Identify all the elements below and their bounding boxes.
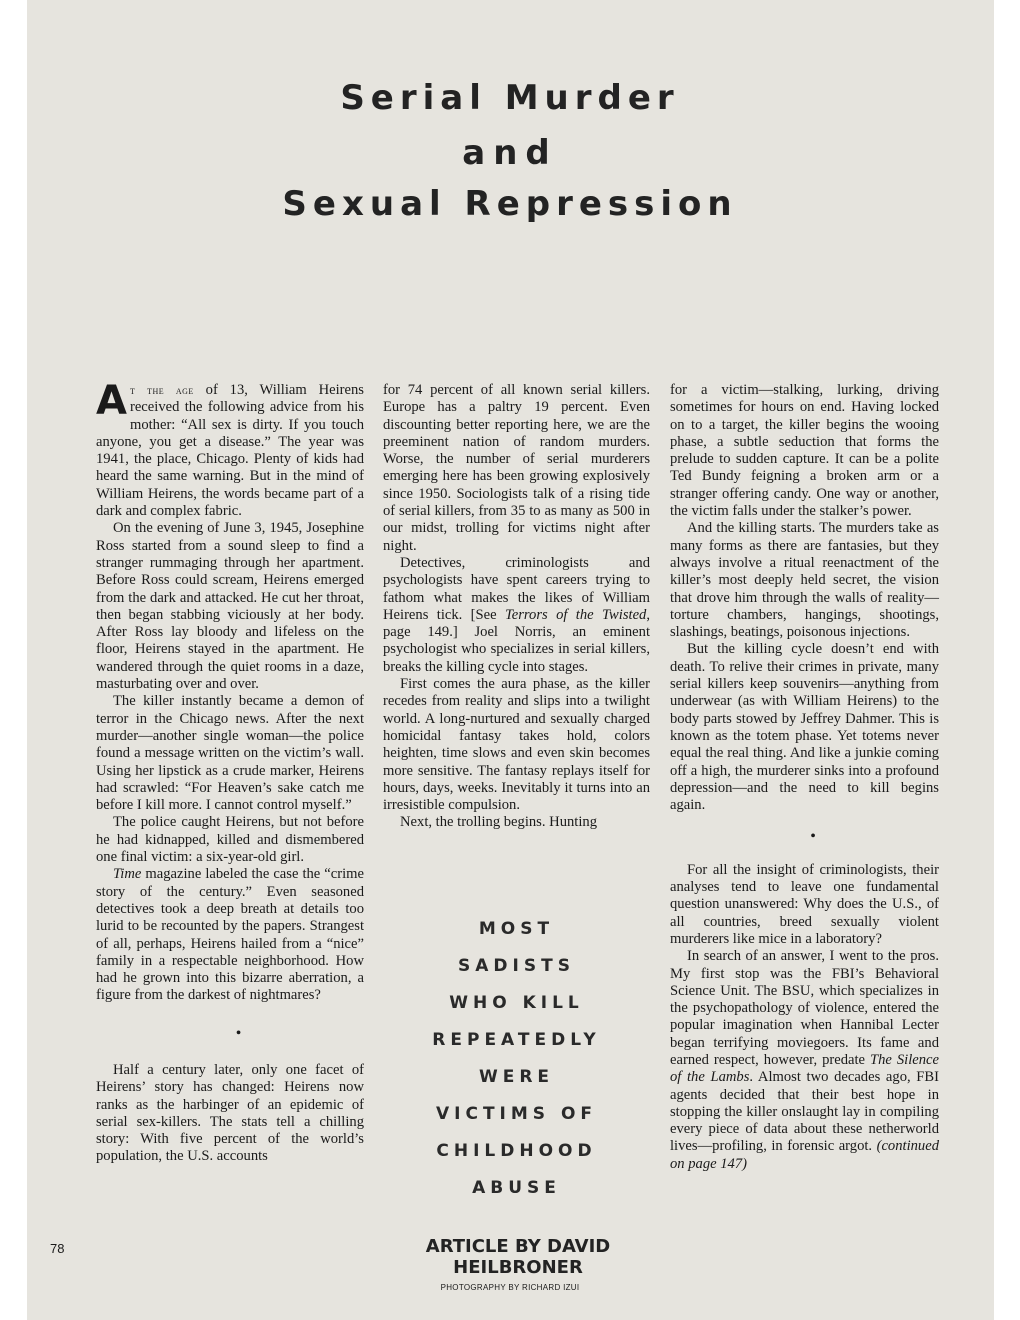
column2-paragraph-2 — [383, 555, 650, 676]
photo-credit: PHOTOGRAPHY BY RICHARD IZUI — [440, 1283, 580, 1292]
article-column-3 — [670, 382, 939, 1173]
column3-paragraph-2: And the killing starts. The murders take as many forms as there are fantasies, but they always involve a ritual reenactment of the killer’s most deeply held secret, the vision that drove him through the walls of reality—torture chambers, hangings, shootings, slashings, beatings, poisonous injections. — [670, 520, 939, 641]
column3-paragraph-3: But the killing cycle doesn’t end with death. To relive their crimes in private, many serial killers keep souvenirs—anything from underwear (as with William Heirens) to the body parts stowed by Jeffrey Dahmer. This is known as the totem phase. Yet totems never equal the real thing. And like a junkie coming off a high, the murderer sinks into a profound depression—and the need to kill begins again. — [670, 641, 939, 814]
pull-quote-line: VICTIMS OF — [435, 1104, 598, 1124]
pull-quote-line: MOST — [478, 919, 555, 939]
cross-reference-title: Terrors of the Twisted — [504, 606, 647, 623]
author-byline: ARTICLE BY DAVID HEILBRONER — [425, 1236, 611, 1278]
pull-quote-line: ABUSE — [472, 1178, 561, 1198]
column3-p5-text-b: . Almost two decades ago, FBI agents decided that their best hope in stopping the killer onslaught lay in compiling every piece of data about these netherworld lives—profiling, in forensic argot. — [670, 1069, 939, 1155]
column1-paragraph-5 — [96, 866, 364, 1004]
pull-quote-line: WERE — [478, 1067, 555, 1087]
column2-paragraph-3: First comes the aura phase, as the killer recedes from reality and slips into a twilight world. A long-nurtured and sexually charged homicidal fantasy takes hold, colors heighten, time slows and even skin becomes more sensitive. The fantasy replays itself for hours, days, weeks. Inevitably it turns into an irresistible compulsion. — [383, 676, 650, 814]
time-magazine-title: Time — [113, 866, 142, 883]
column3-p5-text-a: In search of an answer, I went to the pros. My first stop was the FBI’s Behavioral Science Unit. The BSU, which specializes in the psychopathology of violence, entered the popular imagination when Hannibal Lecter began terrifying moviegoers. Its fame and earned respect, however, predate — [670, 948, 939, 1068]
column1-paragraph-3: The killer instantly became a demon of terror in the Chicago news. After the next murder—another single woman—the police found a message written on the victim’s wall. Using her lipstick as a crude marker, Heirens had scrawled: “For Heaven’s sake catch me before I kill more. I cannot control myself.” — [96, 693, 364, 814]
continued-note: (continued on page 147) — [670, 1138, 939, 1172]
pull-quote-line: SADISTS — [458, 956, 575, 976]
article-column-1 — [96, 378, 364, 1166]
pull-quote-line: CHILDHOOD — [436, 1141, 597, 1161]
film-title: The Silence of the Lambs — [670, 1051, 939, 1086]
pull-quote-line: REPEATEDLY — [432, 1030, 601, 1050]
column1-paragraph-4: The police caught Heirens, but not before he had kidnapped, killed and dismembered one final victim: a six-year-old girl. — [96, 814, 364, 866]
column2-p2-text-a: Detectives, criminologists and psychologists have spent careers trying to fathom what makes the likes of William Heirens tick. [See — [383, 554, 650, 623]
headline-line-1: Serial Murder — [340, 78, 680, 118]
column1-paragraph-6: Half a century later, only one facet of Heirens’ story has changed: Heirens now ranks as the harbinger of an epidemic of serial sex-killers. The stats tell a chilling story: With five percent of the world’s population, the U.S. accounts — [96, 1061, 364, 1165]
pull-quote — [383, 917, 650, 1213]
drop-cap: A — [96, 378, 127, 424]
section-bullet-2: • — [810, 828, 816, 846]
column3-paragraph-5 — [670, 948, 939, 1173]
column2-p2-text-b: , page 149.] Joel Norris, an eminent psychologist who specializes in serial killers, breaks the killing cycle into stages. — [383, 606, 651, 675]
section-bullet-1: • — [235, 1024, 242, 1042]
headline-line-2: and — [462, 133, 558, 173]
headline-line-3: Sexual Repression — [282, 184, 738, 224]
column1-paragraph-2: On the evening of June 3, 1945, Josephine Ross started from a sound sleep to find a stranger rummaging through her apartment. Before Ross could scream, Heirens emerged from the dark and attacked. He cut her throat, then began stabbing viciously at her body. After Ross lay bloody and lifeless on the floor, Heirens stayed in the apartment. He wandered through the quiet rooms in a daze, masturbating over and over. — [96, 520, 364, 693]
column2-paragraph-4: Next, the trolling begins. Hunting — [400, 814, 597, 831]
column1-paragraph-1 — [96, 378, 364, 520]
column1-p1-text: of 13, William Heirens received the following advice from his mother: “All sex is dirty. If you touch anyone, you get a disease.” The year was 1941, the place, Chicago. Plenty of kids had heard the same warning. But in the mind of William Heirens, the words became part of a dark and complex fabric. — [96, 382, 364, 520]
column3-paragraph-4: For all the insight of criminologists, their analyses tend to leave one fundamental question unanswered: Why does the U.S., of all countries, breed sexually violent murderers like mice in a laboratory? — [670, 861, 939, 947]
column3-paragraph-1: for a victim—stalking, lurking, driving sometimes for hours on end. Having locked on to a target, the killer begins the wooing phase, a subtle seduction that forms the prelude to sudden capture. It can be a polite Ted Bundy feigning a broken arm or a stranger offering candy. One way or another, the victim falls under the stalker’s power. — [670, 382, 939, 520]
lead-in-smallcaps: t the age — [129, 383, 194, 397]
page-number: 78 — [50, 1241, 65, 1256]
column2-paragraph-1: for 74 percent of all known serial killers. Europe has a paltry 19 percent. Even discounting better reporting here, we are the preeminent nation of random murders. Worse, the number of serial murderers emerging here has been growing explosively since 1950. Sociologists talk of a rising tide of serial killers, from 35 to as many as 500 in our midst, trolling for victims night after night. — [383, 382, 650, 554]
pull-quote-line: WHO KILL — [449, 993, 584, 1013]
column1-p5-text: magazine labeled the case the “crime story of the century.” Even seasoned detectives took a deep breath at details too lurid to be recounted by the papers. Strangest of all, perhaps, Heirens hailed from a “nice” family in a respectable neighborhood. How had he grown into this bizarre aberration, a figure from the darkest of nightmares? — [96, 866, 364, 1004]
article-column-2 — [383, 382, 650, 832]
